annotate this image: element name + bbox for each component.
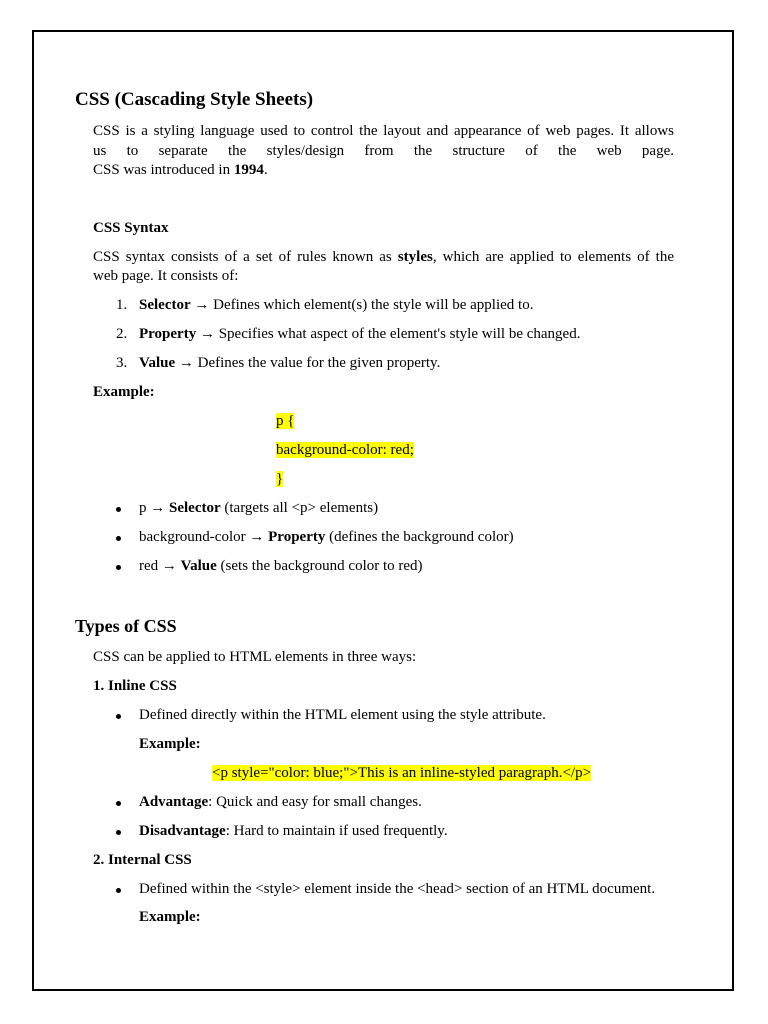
bullet-item <box>139 499 378 517</box>
inline-example-label: Example: <box>139 736 201 752</box>
list-desc: Specifies what aspect of the element's style will be changed. <box>214 326 581 342</box>
code-text: background-color: red; <box>276 442 414 458</box>
arrow-icon: → <box>178 355 194 371</box>
inline-code <box>212 764 591 782</box>
syntax-list-item <box>116 325 127 343</box>
bullet-item <box>139 793 422 811</box>
code-line <box>276 441 414 459</box>
arrow-icon: → <box>150 500 166 516</box>
syntax-line-1 <box>93 248 674 266</box>
disadvantage-label: Disadvantage <box>139 823 226 839</box>
internal-example-label: Example: <box>139 909 201 925</box>
bullet-item: Defined directly within the HTML element using the style attribute. <box>139 707 546 723</box>
page-title: CSS (Cascading Style Sheets) <box>75 89 314 110</box>
intro-text: CSS was introduced in <box>93 162 234 178</box>
syntax-list-item-text <box>139 296 533 314</box>
code-text: } <box>276 471 284 487</box>
bullet-bold: Selector <box>169 500 221 516</box>
internal-heading: 2. Internal CSS <box>93 852 192 868</box>
bullet-bold: Value <box>180 558 217 574</box>
bullet-item: Defined within the <style> element inside the <head> section of an HTML document. <box>139 881 656 897</box>
bullet-text-end: (targets all <p> elements) <box>220 500 379 516</box>
bullet-icon <box>116 888 121 893</box>
code-text: p { <box>276 413 295 429</box>
bullet-item <box>139 528 514 546</box>
syntax-text: CSS syntax consists of a set of rules known as <box>93 249 398 265</box>
bullet-item <box>139 557 423 575</box>
arrow-icon: → <box>161 558 177 574</box>
syntax-line-2: web page. It consists of: <box>93 268 239 284</box>
syntax-bold: styles <box>397 249 433 265</box>
bullet-text: p <box>139 500 151 516</box>
bullet-item <box>139 822 448 840</box>
arrow-icon: → <box>199 326 215 342</box>
list-term: Selector <box>139 297 191 313</box>
bullet-icon <box>116 536 121 541</box>
intro-period: . <box>263 162 268 178</box>
intro-line-3 <box>93 161 268 179</box>
syntax-list-item-text <box>139 354 440 372</box>
list-number: 1. <box>116 297 128 313</box>
bullet-text-end: (sets the background color to red) <box>216 558 423 574</box>
bullet-icon <box>116 507 121 512</box>
intro-line-2: us to separate the styles/design from the structure of the web page. <box>93 143 674 159</box>
bullet-text: background-color <box>139 529 250 545</box>
arrow-icon: → <box>249 529 265 545</box>
code-line <box>276 470 283 488</box>
bullet-text-end: (defines the background color) <box>325 529 514 545</box>
bullet-icon <box>116 830 121 835</box>
list-number: 3. <box>116 355 128 371</box>
advantage-text: : Quick and easy for small changes. <box>208 794 422 810</box>
list-term: Value <box>139 355 176 371</box>
list-desc: Defines the value for the given property. <box>193 355 441 371</box>
inline-heading: 1. Inline CSS <box>93 678 177 694</box>
syntax-heading: CSS Syntax <box>93 220 169 236</box>
advantage-label: Advantage <box>139 794 209 810</box>
bullet-text: red <box>139 558 162 574</box>
syntax-list-item <box>116 354 127 372</box>
bullet-bold: Property <box>268 529 326 545</box>
list-term: Property <box>139 326 197 342</box>
code-text: <p style="color: blue;">This is an inline-styled paragraph.</p> <box>212 765 592 781</box>
bullet-icon <box>116 801 121 806</box>
disadvantage-text: : Hard to maintain if used frequently. <box>225 823 448 839</box>
intro-line-1: CSS is a styling language used to control the layout and appearance of web pages. It allows <box>93 123 674 139</box>
syntax-list-item <box>116 296 127 314</box>
code-line <box>276 412 294 430</box>
bullet-icon <box>116 565 121 570</box>
bullet-icon <box>116 714 121 719</box>
list-desc: Defines which element(s) the style will be applied to. <box>209 297 534 313</box>
list-number: 2. <box>116 326 128 342</box>
types-intro: CSS can be applied to HTML elements in three ways: <box>93 649 417 665</box>
example-label: Example: <box>93 384 155 400</box>
intro-year: 1994 <box>233 162 264 178</box>
types-heading: Types of CSS <box>75 616 177 636</box>
arrow-icon: → <box>194 297 210 313</box>
syntax-list-item-text <box>139 325 580 343</box>
syntax-text-end: , which are applied to elements of the <box>432 249 674 265</box>
